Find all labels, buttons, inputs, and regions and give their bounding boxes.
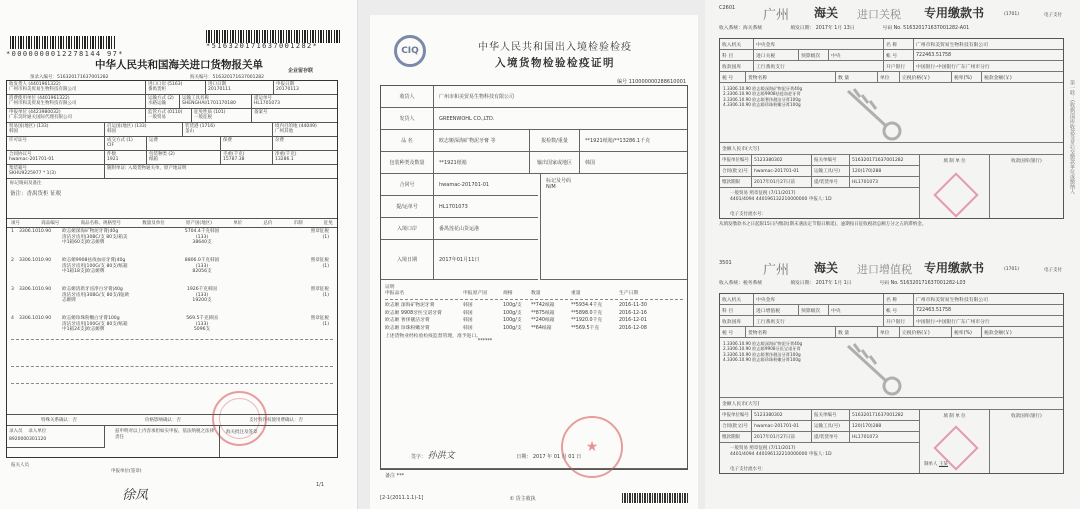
packing-row: 包装种类及数量 **1921纸箱 输出国家或地区 韩国 <box>381 152 687 174</box>
contract-cell: 合同协议号 hwamac-201701-01 <box>7 151 105 164</box>
form-row <box>7 123 337 137</box>
dashed-divider <box>11 366 333 367</box>
import-vat-payment-form: 3501 广州 海关 进口增值税 专用缴款书 (1701) 电子支付 收入系统：税务系统 填发日期： 2017年 1月 1日 号码 No. 516320171637001282-L03 收入机关 中央金库 名 称 广州市和美贸易生物科技有限公司 科 目 进口增值税 预算级次 中央 帐 号 722463.51758 收款国库 工行番禺支行 开户银行 中国银行-中国银行广东广州市分行 税 号 货物名称 数 量 单位 完税价格(￥) 税率(%) 税款金额(￥) 1.3306.10.90 欧志姬深海矿物泥牙膏40g 2.3306.10.90 欧志姬9908牙医宝诺牙膏 3.3306.10.90 欧志姬奢侈靓洁牙膏100g 4.3306.10.90 欧志姬珍珠粉嫩牙膏100g 金额人民币(大写) 申报单位编号 5123380302 报关单编号 516320171637001282 合同(批文)号 hwamac-201701-01 运输工具(号) 120(170)288 缴款期限 2017年01月27日前 提/装货单号 HL1701073 一般贸易 照章征税 (7/11/2017) 4401/4094 440196132210000000 申报人: 1D 电子支付流水号： 填 制 单 位 制单人 王某 收款国库(银行) <box>719 260 1062 472</box>
barcode-left <box>10 36 116 49</box>
gross-weight-cell: 毛重(千克) 15787.38 <box>221 151 273 164</box>
consumer-unit-cell: 消费使用单位 (4401961322) 广州市和美贸易生物科技有限公司 <box>7 95 146 108</box>
customs-key-emblem-icon <box>840 340 910 396</box>
supervision-mode-cell: 监管方式 (0110) 一般贸易 <box>146 109 192 122</box>
certificate-footer <box>380 493 688 503</box>
payment-deadline-notice: 从填发缴款书之日起限15日内缴款(期末遇法定节假日顺延)，逾期按日征收税款总额万分之五的滞纳金。 <box>719 222 927 227</box>
bill-of-lading-row: 提/运单号 HL1701073 <box>381 196 538 218</box>
certification-row: 欧志姬 深海矿物泥牙膏 韩国 100g/支 **742纸箱 **5934.4千克 2016-11-30 <box>385 303 647 309</box>
form-row <box>7 81 337 95</box>
form-row <box>7 109 337 123</box>
item-row: 2 3306.1010.90 欧志姬9908祛疫血症牙膏|40g 清洁牙齿用|100G/支 80支/纸箱 中1箱18支|欧志姬牌 8806.0千克韩国 (133) 82056支 照章征税 (1) <box>11 258 329 275</box>
signature-row: 签字： 孙洪文 日期： 2017 年 01 月 01 日 <box>411 451 582 461</box>
page-number: 1/1 <box>316 482 325 488</box>
goods-list: 1.3306.10.90 欧志姬深海矿物泥牙膏40g 2.3306.10.90 欧志姬9908牙医宝诺牙膏 3.3306.10.90 欧志姬奢侈靓洁牙膏100g 4.3306.10.90 欧志姬珍珠粉嫩牙膏100g <box>720 338 1063 398</box>
packing-cell: 包装种类 (2) 纸箱 <box>147 151 221 164</box>
red-seal-stamp: ★ <box>561 416 623 478</box>
pre-entry-number: 预录入编号：516320171637001282 <box>30 75 109 80</box>
customs-approval-label: 海关批注及签章 <box>219 426 264 457</box>
form-row <box>7 151 337 165</box>
item-row: 3 3306.1010.90 欧志姬清新牙齿净白牙膏|40g 清洁牙齿用|30BG/支 80支/箱|欧 志姬牌 1926千克韩国 (133) 19200支 照章征税 (1) <box>11 287 329 304</box>
misc-fee-cell: 杂费 <box>275 138 284 143</box>
entry-date-row: 入境日期 2017年01月11日 <box>381 240 538 280</box>
declaring-unit-label: 申报单位(签章) <box>111 469 142 474</box>
transport-mode-cell: 运输方式 (2) 水路运输 <box>146 95 180 108</box>
declarer-label: 报关人员 <box>11 463 29 468</box>
form-code: [2-1(2011.1.1)-1] <box>380 495 424 501</box>
customs-key-emblem-icon <box>840 85 910 141</box>
consignor-row: 发货人 GREENWOHL CO.,LTD. <box>381 108 687 130</box>
levy-nature-cell: 征免性质 (101) 一般征税 <box>192 109 252 122</box>
red-seal-stamp <box>933 172 978 217</box>
barcode-left-text: *0000000012278144 97* <box>6 50 124 58</box>
transport-name-cell: 运输工具名称 SHENGHAI/1701170180 <box>180 95 252 108</box>
trade-country-cell: 贸易国(地区) (133) 韩国 <box>7 123 105 136</box>
declaration-form <box>6 80 338 474</box>
marks-remarks-section <box>7 179 337 219</box>
remarks-box: 备注 *** <box>381 468 687 506</box>
inspection-certificate-document <box>370 15 698 509</box>
consignee-row: 收货人 广州市和美贸易生物科技有限公司 <box>381 86 687 108</box>
container-cell: 集装箱号 SKHU9225977 * 1(3) <box>7 165 105 178</box>
bottom-section <box>7 426 337 474</box>
customs-number: 海关编号：516320171637001282 <box>190 75 265 80</box>
certification-header: 申报品名 申报原产国 规格 数量 重量 生产日期 <box>385 290 683 300</box>
barcode <box>622 493 688 503</box>
dashed-divider <box>11 383 333 384</box>
trade-terms-cell: 成交方式 (1) CIF <box>105 137 147 150</box>
item-row: 4 3306.1010.90 欧志姬珍珠粉嫩白牙膏100g 清洁牙齿用|100G/支 80支/纸箱 中1箱24支|欧志姬牌 569.5千克韩国 (133) 5096支 照章征税 (1) <box>11 316 329 333</box>
declaring-unit-cell: 申报单位 (4423980032) 广东昊时通关国际代理有限公司 <box>7 109 146 122</box>
copy-note: ① 货主收执 <box>509 495 536 502</box>
record-number-cell: 备案号 <box>254 110 268 115</box>
form-row <box>7 95 337 109</box>
certification-statement: 上述货物业经检验检疫监督管理，准予进口。 <box>385 334 481 340</box>
customs-payment-forms-document <box>705 0 1080 509</box>
certificate-table <box>380 85 688 479</box>
items-header: 项号 商品编号 商品名称、规格型号 数量及单位 原产国(地区) 单价 总价 币制 征免 <box>7 219 337 228</box>
form-row <box>7 137 337 151</box>
certificate-issuer: 中华人民共和国出入境检验检疫 <box>478 42 632 53</box>
certification-row: 欧志姬 珍珠粉嫩牙膏 韩国 100g/支 **64纸箱 **569.5千克 2016-12-08 <box>385 325 647 331</box>
certificate-number: 编号 110000000288610001 <box>617 79 686 85</box>
confirmation-bar: 特殊关系确认：否 价格影响确认：否 支付特许权使用费确认：否 <box>7 414 337 426</box>
goods-row: 品 名 欧志姬深海矿物泥牙膏 等 报检数/重量 **1921纸箱/**13286.1千克 <box>381 130 687 152</box>
remarks-text: 备注：香禺货柜 征税 <box>10 191 62 197</box>
entry-port-row: 入境口岸 番禺莲花山货运港 <box>381 218 538 240</box>
handwritten-signature: 徐凤 <box>122 488 149 503</box>
import-port-cell: 进口口岸 (5163) 番禺货柜 <box>146 81 206 94</box>
marks-box: 标记及号码 N/M <box>540 174 687 280</box>
freight-cell: 运费 <box>147 137 221 150</box>
certification-row: 欧志姬 奢侈靓洁牙膏 韩国 100g/支 **240纸箱 **1920.0千克 2016-12-01 <box>385 318 647 324</box>
insurance-cell: 保费 <box>221 137 273 150</box>
certification-list: 证明 申报品名 申报原产国 规格 数量 重量 生产日期 欧志姬 深海矿物泥牙膏 韩国 100g/支 **742纸箱 **5934.4千克 2016-11-30 欧志姬 9908牙医宝诺牙膏 韩国 100g/支 **875纸箱 **5898.0千克 2016-12-16 欧志姬 奢侈靓洁牙膏 韩国 100g/支 **240纸箱 **1920.0千克 2016-12-01 欧志姬 珍珠粉嫩牙膏 韩国 100g/支 **64纸箱 **569.5千克 2016-12-08 上述货物业经检验检疫监督管理，准予进口。 ****** <box>385 283 683 344</box>
barcode-right-text: *516320171637001282* <box>206 42 319 50</box>
goods-list: 1.3306.10.90 欧志姬深海矿物泥牙膏40g 2.3306.10.90 欧志姬9908祛疫血症牙膏 3.3306.10.90 欧志姬奢侈靓洁牙膏100g 4.3306.10.90 欧志姬珍珠粉嫩牙膏100g <box>720 83 1063 143</box>
attached-docs-cell: 随附单证: 入境货物通关单，原产地证明 <box>107 166 187 171</box>
certificate-title: 入境货物检验检疫证明 <box>495 57 615 69</box>
license-cell: 许可证号 <box>7 137 105 150</box>
loading-port-cell: 装货港 (1716) 釜山 <box>183 123 273 136</box>
net-weight-cell: 净重(千克) 13286.1 <box>275 152 297 163</box>
destination-cell: 境内目的地 (44049) 广州其他 <box>275 124 317 135</box>
ciq-logo-icon: CIQ <box>394 35 426 67</box>
certification-row: 欧志姬 9908牙医宝诺牙膏 韩国 100g/支 **875纸箱 **5898.0千克 2016-12-16 <box>385 310 647 316</box>
declare-date-cell: 申报日期 20170113 <box>276 82 299 93</box>
bill-of-lading-cell: 提运单号 HL1701073 <box>254 96 280 107</box>
form-row <box>7 165 337 179</box>
declaration-statement: 兹申明对以上内容承担如实申报、依法纳税之法律责任 <box>115 429 214 440</box>
marks-label: 标记唛码及备注 <box>10 181 42 186</box>
side-copy-note: 第一联：(收据)国库收款签章后交缴款单位或缴纳人 <box>1069 80 1075 194</box>
import-duty-payment-form: C2601 广州 海关 进口关税 专用缴款书 (1701) 电子支付 收入系统：海关系统 填发日期： 2017年 1月 13日 号码 No. 516320171637001282-A01 收入机关 中央金库 名 称 广州市和美贸易生物科技有限公司 科 目 进口关税 预算级次 中央 帐 号 722463.51758 收款国库 工行番禺支行 开户银行 中国银行-中国银行广东广州市分行 税 号 货物名称 数 量 单位 完税价格(￥) 税率(%) 税款金额(￥) 1.3306.10.90 欧志姬深海矿物泥牙膏40g 2.3306.10.90 欧志姬9908祛疫血症牙膏 3.3306.10.90 欧志姬奢侈靓洁牙膏100g 4.3306.10.90 欧志姬珍珠粉嫩牙膏100g 金额人民币(大写) 申报单位编号 5123380302 报关单编号 516320171637001282 合同(批文)号 hwamac-201701-01 运输工具(号) 120(170)288 缴款期限 2017年01月27日前 提/装货单号 HL1701073 一般贸易 照章征税 (7/11/2017) 4401/4094 440196132210000000 申报人: 1D 电子支付流水号： 填 制 单 位 收款国库(银行) 从填发缴款书之日起限15日内缴款(期末遇法定节假日顺延)，逾期按日征收税款总额万分之五的滞纳金。 <box>719 5 1062 227</box>
customs-declaration-document <box>0 0 358 509</box>
consignee-cell: 收发货人 (4401961322) 广州市和美贸易生物科技有限公司 <box>7 81 146 94</box>
import-date-cell: 进口日期 20170111 <box>206 81 274 94</box>
contract-row: 合同号 hwamac-201701-01 <box>381 174 538 196</box>
pieces-cell: 件数 1921 <box>105 151 147 164</box>
document-title: 中华人民共和国海关进口货物报关单 <box>95 59 263 71</box>
item-row: 1 3306.1010.90 欧志姬深海矿物泥牙膏|40g 清洁牙齿用|30BC/支 80支/箱美 中1箱60支|欧志姬牌 5704.4千克韩国 (133) 38640支 照章征税 (1) <box>11 229 329 246</box>
copy-label: 企业留存联 <box>288 68 314 74</box>
entry-clerk-box: 录入员 录入单位 8920000301120 <box>7 426 105 448</box>
departure-country-cell: 启运国(地区) (133) 韩国 <box>105 123 183 136</box>
dashed-divider <box>11 339 333 340</box>
